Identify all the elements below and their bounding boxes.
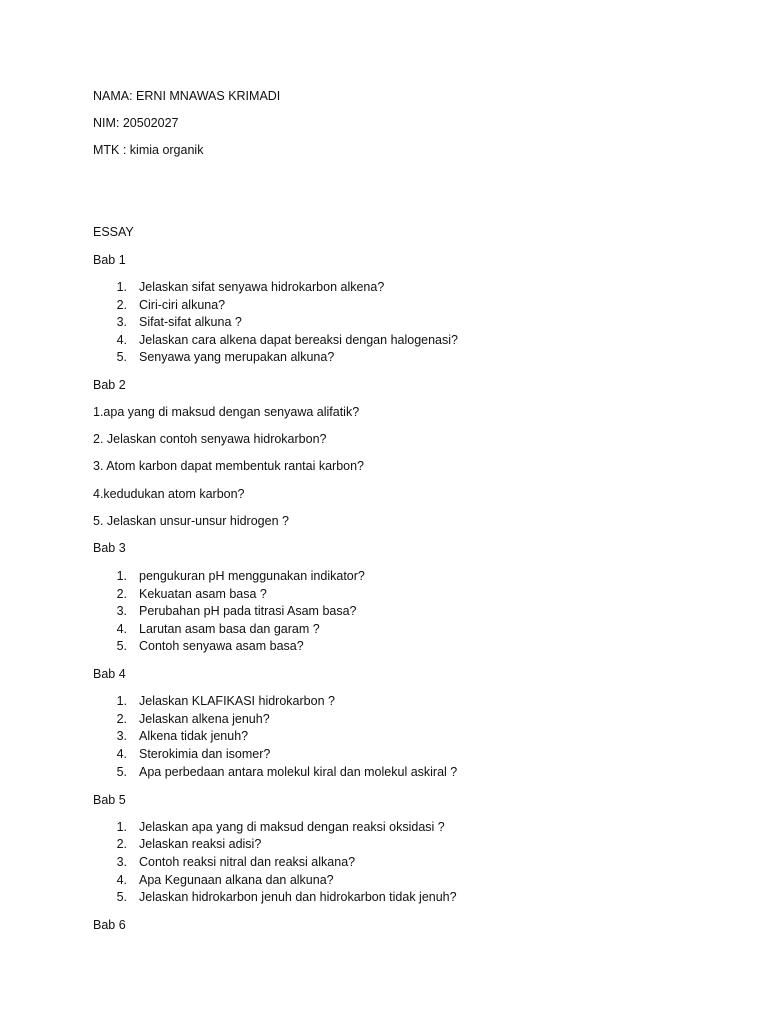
list-item: Perubahan pH pada titrasi Asam basa?	[139, 604, 357, 618]
list-item: Apa perbedaan antara molekul kiral dan molekul askiral ?	[139, 765, 458, 779]
list-number: 1.	[116, 694, 127, 708]
bab2-heading: Bab 2	[93, 378, 126, 392]
bab2-question: 5. Jelaskan unsur-unsur hidrogen ?	[93, 514, 289, 528]
list-number: 2.	[116, 298, 127, 312]
list-item: Sterokimia dan isomer?	[139, 747, 271, 761]
list-item: Apa Kegunaan alkana dan alkuna?	[139, 873, 334, 887]
list-number: 5.	[116, 639, 127, 653]
list-number: 4.	[116, 747, 127, 761]
list-number: 2.	[116, 837, 127, 851]
bab2-question: 3. Atom karbon dapat membentuk rantai karbon?	[93, 459, 364, 473]
list-item: Jelaskan cara alkena dapat bereaksi dengan halogenasi?	[139, 333, 458, 347]
list-number: 1.	[116, 569, 127, 583]
student-nim: NIM: 20502027	[93, 116, 179, 130]
bab3-heading: Bab 3	[93, 541, 126, 555]
list-item: pengukuran pH menggunakan indikator?	[139, 569, 365, 583]
list-number: 1.	[116, 820, 127, 834]
list-item: Larutan asam basa dan garam ?	[139, 622, 320, 636]
list-item: Jelaskan reaksi adisi?	[139, 837, 262, 851]
bab4-heading: Bab 4	[93, 667, 126, 681]
list-number: 4.	[116, 873, 127, 887]
list-number: 5.	[116, 890, 127, 904]
list-item: Sifat-sifat alkuna ?	[139, 315, 242, 329]
list-item: Ciri-ciri alkuna?	[139, 298, 226, 312]
list-number: 3.	[116, 315, 127, 329]
list-number: 5.	[116, 765, 127, 779]
list-number: 2.	[116, 587, 127, 601]
bab1-heading: Bab 1	[93, 253, 126, 267]
list-item: Jelaskan alkena jenuh?	[139, 712, 270, 726]
list-number: 5.	[116, 350, 127, 364]
bab2-question: 2. Jelaskan contoh senyawa hidrokarbon?	[93, 432, 327, 446]
list-item: Contoh senyawa asam basa?	[139, 639, 304, 653]
list-item: Contoh reaksi nitral dan reaksi alkana?	[139, 855, 356, 869]
list-number: 3.	[116, 729, 127, 743]
bab6-heading: Bab 6	[93, 918, 126, 932]
list-item: Jelaskan hidrokarbon jenuh dan hidrokarbon tidak jenuh?	[139, 890, 457, 904]
bab2-question: 4.kedudukan atom karbon?	[93, 487, 245, 501]
list-number: 2.	[116, 712, 127, 726]
essay-title: ESSAY	[93, 225, 134, 239]
list-item: Jelaskan KLAFIKASI hidrokarbon ?	[139, 694, 335, 708]
list-item: Jelaskan apa yang di maksud dengan reaksi oksidasi ?	[139, 820, 445, 834]
list-number: 4.	[116, 333, 127, 347]
student-name: NAMA: ERNI MNAWAS KRIMADI	[93, 89, 281, 103]
list-number: 3.	[116, 855, 127, 869]
bab5-heading: Bab 5	[93, 793, 126, 807]
list-number: 1.	[116, 280, 127, 294]
bab2-question: 1.apa yang di maksud dengan senyawa alifatik?	[93, 405, 360, 419]
list-item: Alkena tidak jenuh?	[139, 729, 249, 743]
list-number: 3.	[116, 604, 127, 618]
course-name: MTK : kimia organik	[93, 143, 204, 157]
list-number: 4.	[116, 622, 127, 636]
list-item: Kekuatan asam basa ?	[139, 587, 267, 601]
list-item: Jelaskan sifat senyawa hidrokarbon alkena?	[139, 280, 385, 294]
list-item: Senyawa yang merupakan alkuna?	[139, 350, 335, 364]
